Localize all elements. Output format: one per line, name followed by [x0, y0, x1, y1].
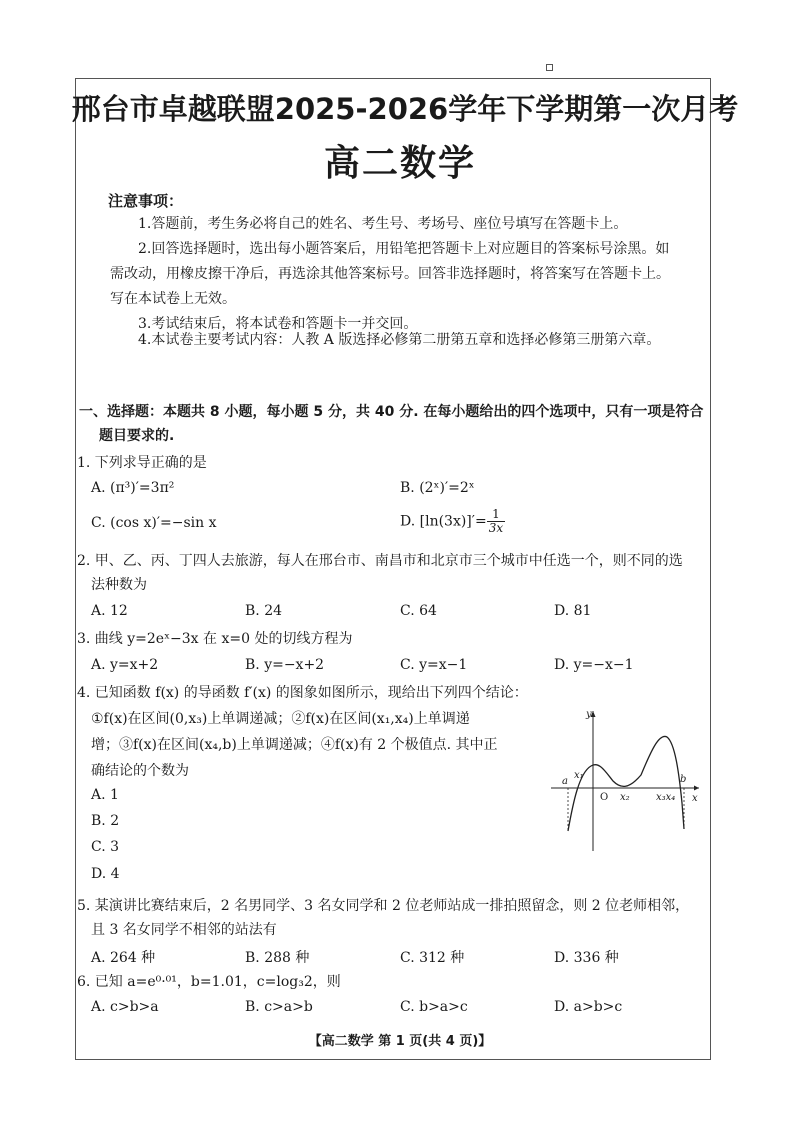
x-axis-arrow — [694, 786, 699, 791]
fraction-denominator: 3x — [488, 521, 504, 535]
fraction-numerator: 1 — [487, 508, 505, 522]
question-4-line-3: 增；③f(x)在区间(x₄,b)上单调递减；④f(x)有 2 个极值点. 其中正 — [91, 737, 498, 753]
question-4-stem: 4. 已知函数 f(x) 的导函数 f′(x) 的图象如图所示，现给出下列四个结论： — [77, 685, 528, 701]
label-x3x4: x₃x₄ — [656, 792, 676, 803]
label-y: y — [586, 709, 592, 720]
question-1-stem: 1. 下列求导正确的是 — [77, 455, 207, 471]
question-4-line-2: ①f(x)在区间(0,x₃)上单调递减；②f(x)在区间(x₁,x₄)上单调递 — [91, 711, 470, 727]
label-origin: O — [600, 792, 609, 803]
corner-mark — [546, 64, 553, 71]
question-5-option-a: A. 264 种 — [91, 950, 156, 966]
label-b: b — [680, 774, 687, 785]
question-6-option-b: B. c>a>b — [245, 999, 313, 1015]
notice-item-3: 3.考试结束后，将本试卷和答题卡一并交回。 — [138, 316, 418, 332]
question-3-option-a: A. y=x+2 — [91, 657, 159, 673]
question-2-stem-cont: 法种数为 — [91, 577, 147, 593]
notice-item-4: 4.本试卷主要考试内容：人教 A 版选择必修第二册第五章和选择必修第三册第六章。 — [138, 332, 661, 348]
question-1-option-b: B. (2ˣ)′=2ˣ — [400, 480, 475, 496]
question-6-option-a: A. c>b>a — [91, 999, 159, 1015]
derivative-graph — [549, 703, 704, 853]
question-2-option-d: D. 81 — [554, 603, 592, 619]
question-5-stem-cont: 且 3 名女同学不相邻的站法有 — [91, 922, 277, 938]
question-3-stem: 3. 曲线 y=2eˣ−3x 在 x=0 处的切线方程为 — [77, 631, 353, 647]
question-5-option-c: C. 312 种 — [400, 950, 465, 966]
label-x: x — [692, 793, 698, 804]
question-3-option-c: C. y=x−1 — [400, 657, 468, 673]
question-1-option-d — [400, 508, 505, 535]
question-2-option-a: A. 12 — [91, 603, 128, 619]
notice-item-2: 2.回答选择题时，选出每小题答案后，用铅笔把答题卡上对应题目的答案标号涂黑。如需改动，用橡皮擦干净后，再选涂其他答案标号。回答非选择题时，将答案写在答题卡上。写在本试卷上无效。 — [110, 241, 670, 307]
question-4-line-4: 确结论的个数为 — [91, 763, 189, 779]
question-2-stem: 2. 甲、乙、丙、丁四人去旅游，每人在邢台市、南昌市和北京市三个城市中任选一个，则不同的选 — [77, 553, 683, 569]
question-2-option-c: C. 64 — [400, 603, 437, 619]
derivative-curve — [568, 736, 687, 831]
notice-heading: 注意事项： — [108, 192, 184, 210]
question-4-option-b: B. 2 — [91, 813, 120, 829]
question-1-option-d-prefix: D. [ln(3x)]′= — [400, 513, 487, 530]
page-footer: 【高二数学 第 1 页(共 4 页)】 — [308, 1034, 492, 1049]
label-x1: x₁ — [574, 770, 584, 781]
question-4-option-d: D. 4 — [91, 866, 120, 882]
question-5-stem: 5. 某演讲比赛结束后，2 名男同学、3 名女同学和 2 位老师站成一排拍照留念，则 2 位老师相邻， — [77, 898, 690, 914]
question-6-option-d: D. a>b>c — [554, 999, 623, 1015]
question-4-option-c: C. 3 — [91, 839, 120, 855]
notice-item-1: 1.答题前，考生务必将自己的姓名、考生号、考场号、座位号填写在答题卡上。 — [138, 216, 628, 232]
question-1-option-d-fraction — [487, 508, 505, 535]
section-heading: 一、选择题：本题共 8 小题，每小题 5 分，共 40 分. 在每小题给出的四个选项中，只有一项是符合 — [79, 404, 704, 420]
question-2-option-b: B. 24 — [245, 603, 283, 619]
question-6-stem: 6. 已知 a=e⁰·⁰¹，b=1.01，c=log₃2，则 — [77, 974, 341, 990]
question-3-option-d: D. y=−x−1 — [554, 657, 634, 673]
exam-subtitle: 高二数学 — [323, 143, 476, 184]
question-4-option-a: A. 1 — [91, 787, 119, 803]
question-1-option-c: C. (cos x)′=−sin x — [91, 515, 217, 531]
question-5-option-d: D. 336 种 — [554, 950, 619, 966]
section-heading-cont: 题目要求的. — [99, 428, 175, 444]
question-3-option-b: B. y=−x+2 — [245, 657, 325, 673]
question-5-option-b: B. 288 种 — [245, 950, 310, 966]
question-6-option-c: C. b>a>c — [400, 999, 468, 1015]
exam-title: 邢台市卓越联盟2025-2026学年下学期第一次月考 — [71, 92, 739, 126]
label-a: a — [562, 776, 568, 787]
question-1-option-a: A. (π³)′=3π² — [91, 480, 175, 496]
label-x2: x₂ — [620, 792, 630, 803]
